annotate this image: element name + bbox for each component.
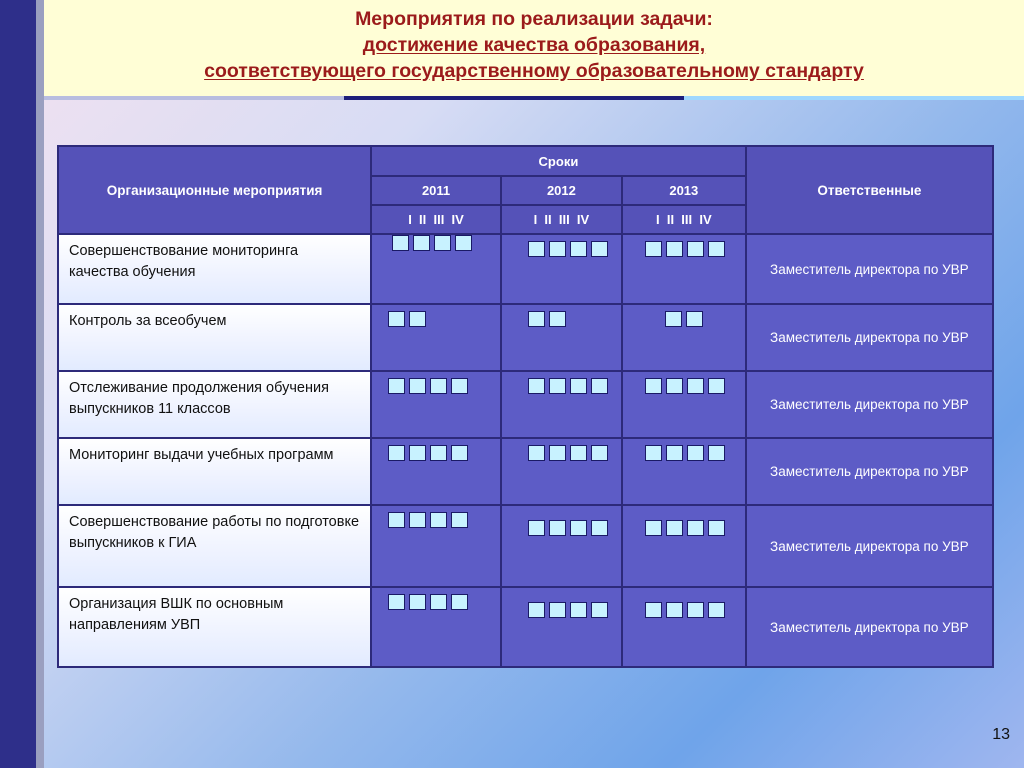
quarter-mark [708, 445, 725, 461]
quarter-mark [392, 235, 409, 251]
quarter-mark [388, 445, 405, 461]
term-marks [623, 445, 745, 461]
term-cell [622, 371, 746, 438]
header-year: 2013 [622, 176, 746, 205]
divider-segment [344, 96, 684, 100]
header-year: 2011 [371, 176, 501, 205]
table-row [58, 587, 993, 667]
responsible-cell: Заместитель директора по УВР [746, 371, 993, 438]
quarter-mark [666, 378, 683, 394]
quarter-mark [666, 602, 683, 618]
term-marks [502, 445, 621, 461]
quarter-mark [570, 241, 587, 257]
quarter-mark [591, 520, 608, 536]
term-cell [501, 234, 622, 304]
quarter-mark [666, 241, 683, 257]
quarter-mark [708, 602, 725, 618]
quarter-mark [645, 445, 662, 461]
quarter-mark [528, 520, 545, 536]
quarter-mark [388, 311, 405, 327]
quarter-mark [645, 378, 662, 394]
responsible-cell: Заместитель директора по УВР [746, 505, 993, 587]
quarter-mark [549, 445, 566, 461]
quarter-mark [549, 311, 566, 327]
quarter-mark [687, 241, 704, 257]
quarter-mark [528, 445, 545, 461]
quarter-mark [686, 311, 703, 327]
header-quarters: I II III IV [622, 205, 746, 234]
quarter-mark [413, 235, 430, 251]
header-year: 2012 [501, 176, 622, 205]
quarter-mark [388, 512, 405, 528]
term-marks [372, 311, 500, 327]
quarter-mark [645, 602, 662, 618]
term-marks [372, 445, 500, 461]
quarter-mark [570, 520, 587, 536]
term-marks [623, 602, 745, 618]
quarter-mark [549, 520, 566, 536]
quarter-mark [591, 445, 608, 461]
term-marks [372, 512, 500, 528]
quarter-mark [455, 235, 472, 251]
table-row [58, 371, 993, 438]
quarter-mark [430, 594, 447, 610]
term-marks [623, 311, 745, 327]
quarter-mark [388, 378, 405, 394]
activity-cell: Совершенствование работы по подготовке выпускников к ГИА [58, 505, 371, 587]
quarter-mark [549, 378, 566, 394]
responsible-cell: Заместитель директора по УВР [746, 304, 993, 371]
quarter-mark [687, 445, 704, 461]
divider-segment [684, 96, 1024, 100]
left-accent-bar [0, 0, 36, 768]
activity-cell: Совершенствование мониторинга качества обучения [58, 234, 371, 304]
term-marks [372, 594, 500, 610]
term-cell [371, 304, 501, 371]
term-cell [371, 234, 501, 304]
quarter-mark [666, 520, 683, 536]
quarter-mark [549, 241, 566, 257]
term-marks [623, 241, 745, 257]
title-line-3: соответствующего государственному образовательному стандарту [204, 60, 864, 82]
term-cell [371, 438, 501, 505]
quarter-mark [409, 445, 426, 461]
slide-title [44, 6, 1024, 84]
title-line-2: достижение качества образования, [362, 34, 706, 56]
term-marks [372, 378, 500, 394]
quarter-mark [708, 520, 725, 536]
table-row [58, 304, 993, 371]
activities-table [57, 145, 994, 668]
header-activities: Организационные мероприятия [58, 146, 371, 234]
term-marks [502, 311, 621, 327]
quarter-mark [570, 445, 587, 461]
quarter-mark [570, 378, 587, 394]
quarter-mark [708, 241, 725, 257]
quarter-mark [388, 594, 405, 610]
header-quarters: I II III IV [371, 205, 501, 234]
responsible-cell: Заместитель директора по УВР [746, 438, 993, 505]
quarter-mark [708, 378, 725, 394]
header-quarters: I II III IV [501, 205, 622, 234]
term-cell [622, 505, 746, 587]
quarter-mark [591, 378, 608, 394]
quarter-mark [409, 512, 426, 528]
term-marks [372, 235, 500, 251]
quarter-mark [409, 311, 426, 327]
header-responsible: Ответственные [746, 146, 993, 234]
term-cell [501, 505, 622, 587]
term-marks [502, 602, 621, 618]
quarter-mark [451, 594, 468, 610]
quarter-mark [430, 378, 447, 394]
quarter-mark [645, 520, 662, 536]
table-body [58, 234, 993, 667]
quarter-mark [430, 445, 447, 461]
quarter-mark [570, 602, 587, 618]
table-row [58, 234, 993, 304]
term-marks [502, 241, 621, 257]
quarter-mark [434, 235, 451, 251]
term-cell [371, 505, 501, 587]
quarter-mark [451, 512, 468, 528]
term-cell [501, 438, 622, 505]
term-cell [501, 304, 622, 371]
quarter-mark [409, 594, 426, 610]
term-marks [623, 378, 745, 394]
term-cell [371, 587, 501, 667]
left-accent-stripe [36, 0, 44, 768]
term-cell [371, 371, 501, 438]
term-cell [622, 234, 746, 304]
quarter-mark [687, 520, 704, 536]
term-cell [622, 304, 746, 371]
quarter-mark [409, 378, 426, 394]
responsible-cell: Заместитель директора по УВР [746, 587, 993, 667]
quarter-mark [528, 378, 545, 394]
responsible-cell: Заместитель директора по УВР [746, 234, 993, 304]
quarter-mark [666, 445, 683, 461]
quarter-mark [528, 602, 545, 618]
quarter-mark [430, 512, 447, 528]
term-cell [622, 438, 746, 505]
activity-cell: Организация ВШК по основным направлениям УВП [58, 587, 371, 667]
term-cell [501, 371, 622, 438]
header-terms: Сроки [371, 146, 746, 176]
quarter-mark [451, 445, 468, 461]
term-cell [622, 587, 746, 667]
title-line-1: Мероприятия по реализации задачи: [355, 8, 713, 30]
quarter-mark [687, 378, 704, 394]
quarter-mark [451, 378, 468, 394]
divider-segment [44, 96, 344, 100]
quarter-mark [591, 602, 608, 618]
quarter-mark [528, 311, 545, 327]
quarter-mark [687, 602, 704, 618]
quarter-mark [528, 241, 545, 257]
table-row [58, 505, 993, 587]
table-row [58, 438, 993, 505]
quarter-mark [645, 241, 662, 257]
activity-cell: Отслеживание продолжения обучения выпускников 11 классов [58, 371, 371, 438]
term-marks [502, 520, 621, 536]
term-cell [501, 587, 622, 667]
activity-cell: Контроль за всеобучем [58, 304, 371, 371]
quarter-mark [665, 311, 682, 327]
term-marks [623, 520, 745, 536]
page-number: 13 [992, 726, 1010, 743]
quarter-mark [549, 602, 566, 618]
term-marks [502, 378, 621, 394]
quarter-mark [591, 241, 608, 257]
activity-cell: Мониторинг выдачи учебных программ [58, 438, 371, 505]
